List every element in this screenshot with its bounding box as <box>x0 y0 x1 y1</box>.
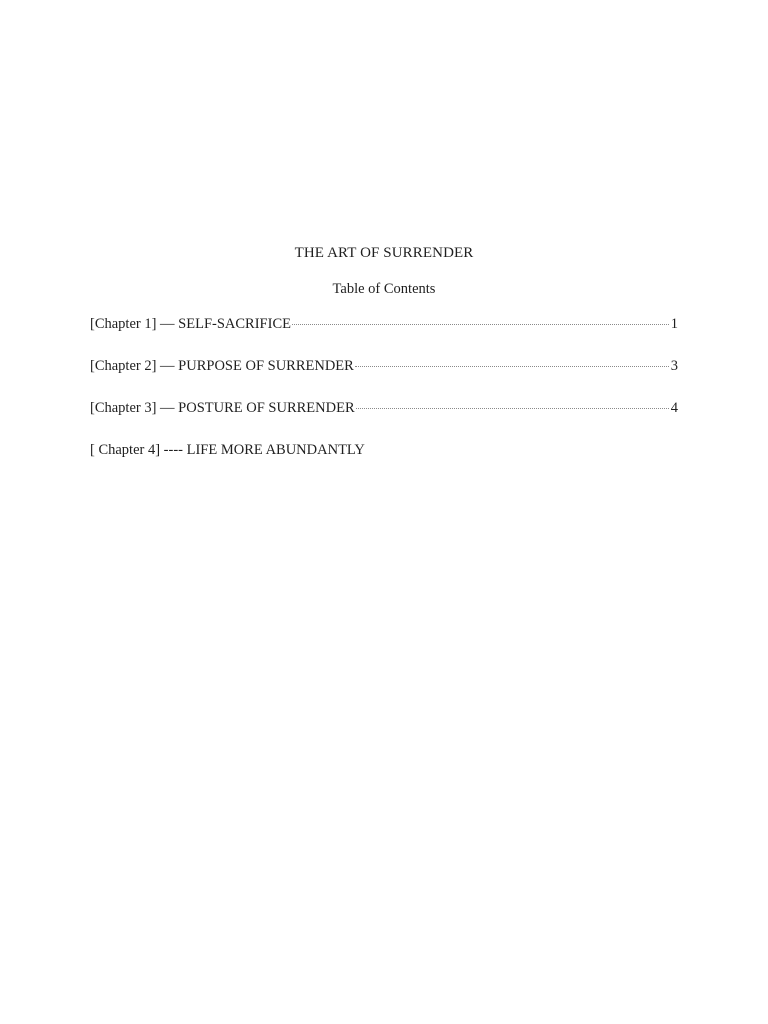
toc-page-number: 1 <box>670 316 678 332</box>
toc-entry-label: [Chapter 1] — SELF-SACRIFICE <box>90 316 291 332</box>
dot-leader <box>355 365 669 367</box>
toc-entry-label: [Chapter 3] — POSTURE OF SURRENDER <box>90 400 355 416</box>
toc-heading: Table of Contents <box>332 281 436 297</box>
table-of-contents <box>90 316 678 462</box>
toc-entry-chapter-4[interactable] <box>90 442 678 462</box>
dot-leader <box>292 323 669 325</box>
dot-leader <box>356 407 669 409</box>
toc-page-number: 4 <box>670 400 678 416</box>
toc-entry-chapter-1[interactable] <box>90 316 678 336</box>
toc-page-number: 3 <box>670 358 678 374</box>
toc-entry-chapter-3[interactable] <box>90 400 678 420</box>
toc-entry-label: [ Chapter 4] ---- LIFE MORE ABUNDANTLY <box>90 442 365 458</box>
document-title: THE ART OF SURRENDER <box>294 245 474 261</box>
toc-entry-chapter-2[interactable] <box>90 358 678 378</box>
toc-entry-label: [Chapter 2] — PURPOSE OF SURRENDER <box>90 358 354 374</box>
